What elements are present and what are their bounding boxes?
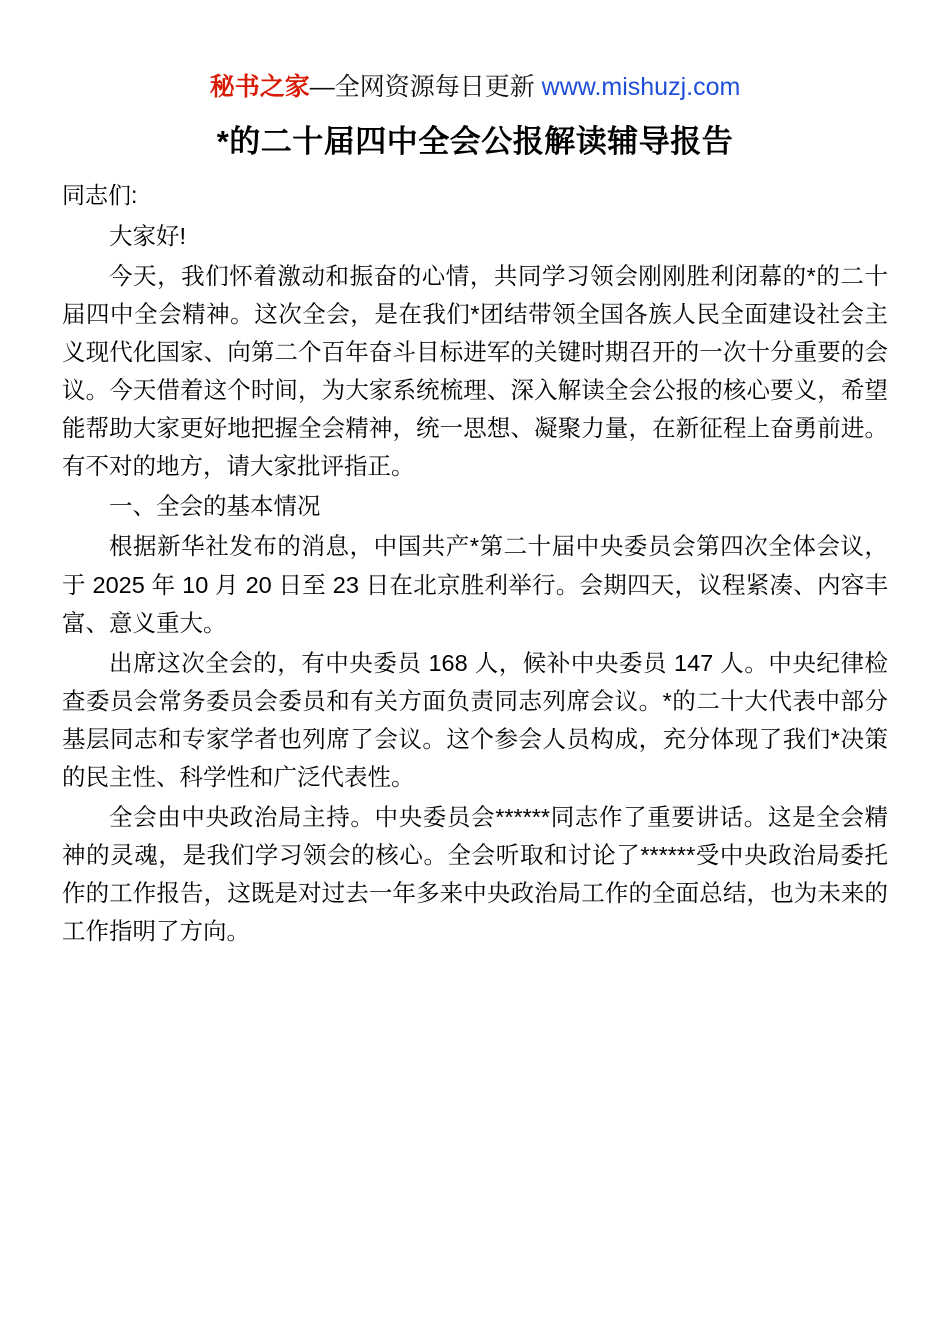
paragraph-intro: 今天，我们怀着激动和振奋的心情，共同学习领会刚刚胜利闭幕的*的二十届四中全会精神。这次全会，是在我们*团结带领全国各族人民全面建设社会主义现代化国家、向第二个百年奋斗目标进军的关键时期召开的一次十分重要的会议。今天借着这个时间，为大家系统梳理、深入解读全会公报的核心要义，希望能帮助大家更好地把握全会精神，统一思想、凝聚力量，在新征程上奋勇前进。有不对的地方，请大家批评指正。 xyxy=(62,263,888,480)
section-heading-one: 一、全会的基本情况 xyxy=(109,493,321,520)
paragraph-session-info: 根据新华社发布的消息，中国共产*第二十届中央委员会第四次全体会议，于 2025 年 10 月 20 日至 23 日在北京胜利举行。会期四天，议程紧凑、内容丰富、意义重大。 xyxy=(62,533,888,636)
page-title: *的二十届四中全会公报解读辅导报告 xyxy=(216,124,734,159)
paragraph-politburo: 全会由中央政治局主持。中央委员会******同志作了重要讲话。这是全会精神的灵魂，是我们学习领会的核心。全会听取和讨论了******受中央政治局委托作的工作报告，这既是对过去一年多来中央政治局工作的全面总结，也为未来的工作指明了方向。 xyxy=(62,803,888,945)
watermark-brand: 秘书之家 xyxy=(209,73,310,101)
site-watermark xyxy=(62,72,888,102)
salutation: 同志们: xyxy=(62,182,138,208)
paragraph-attendance: 出席这次全会的，有中央委员 168 人，候补中央委员 147 人。中央纪律检查委员会常务委员会委员和有关方面负责同志列席会议。*的二十大代表中部分基层同志和专家学者也列席了会议。这个参会人员构成，充分体现了我们*决策的民主性、科学性和广泛代表性。 xyxy=(62,649,888,790)
watermark-url: www.mishuzj.com xyxy=(541,73,741,101)
paragraph-greeting: 大家好! xyxy=(109,222,187,249)
watermark-slogan: —全网资源每日更新 xyxy=(309,73,542,101)
